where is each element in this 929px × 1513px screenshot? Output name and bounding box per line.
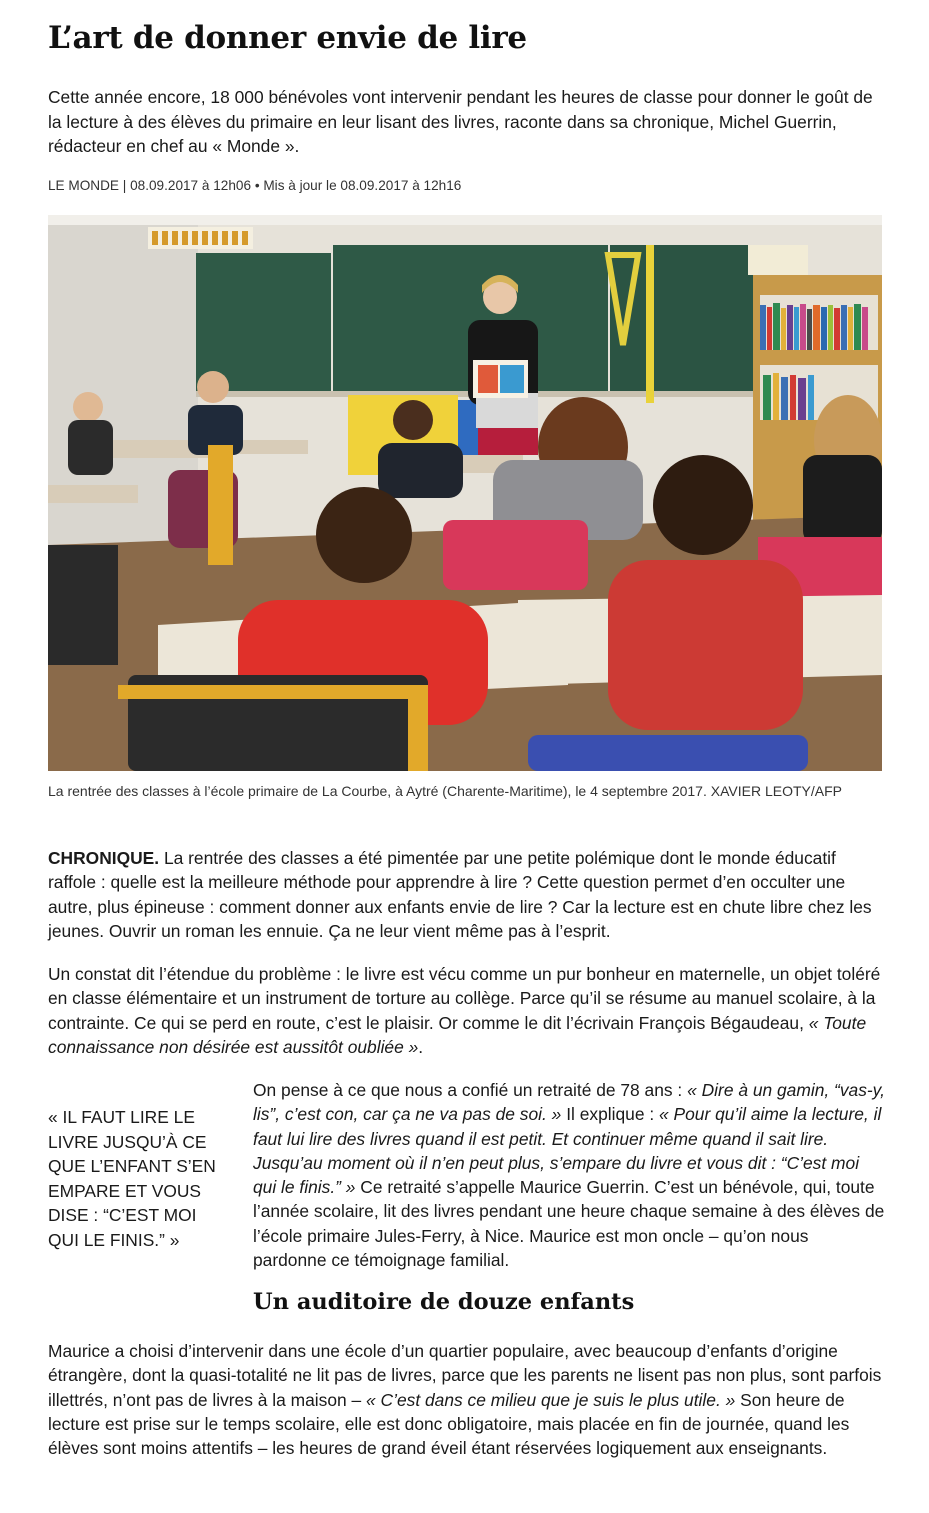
paragraph-4 (48, 1339, 884, 1460)
paragraph-3-part-a: On pense à ce que nous a confié un retraité de 78 ans : (253, 1080, 688, 1100)
classroom-photo (48, 215, 882, 771)
paragraph-3-quote-1: « Dire à un gamin, “vas-y, lis”, c’est con, car ça ne va pas de soi. » (253, 1080, 885, 1125)
paragraph-2-text: Un constat dit l’étendue du problème : le livre est vécu comme un pur bonheur en maternelle, un objet toléré en classe élémentaire et un instrument de torture au collège. Parce qu’il se résume au manuel scolaire, à la contrainte. Ce qui se perd en route, c’est le plaisir. Or comme le dit l’écrivain François Bégaudeau, (48, 964, 881, 1033)
paragraph-1 (48, 846, 884, 943)
paragraph-3-part-c: Ce retraité s’appelle Maurice Guerrin. C’est un bénévole, qui, toute l’année scolaire, lit des livres pendant une heure chaque semaine à des élèves de l’école primaire Jules-Ferry, à Nice. Maurice est mon oncle – qu’on nous pardonne ce témoignage familial. (253, 1177, 885, 1271)
section-subhead: Un auditoire de douze enfants (253, 1289, 635, 1315)
paragraph-4-quote: « C’est dans ce milieu que je suis le plus utile. » (366, 1389, 736, 1410)
paragraph-3-part-b: Il explique : (561, 1104, 659, 1125)
article-meta: LE MONDE | 08.09.2017 à 12h06 • Mis à jour le 08.09.2017 à 12h16 (48, 178, 462, 193)
paragraph-1-text: La rentrée des classes a été pimentée par une petite polémique dont le monde éducatif raffole : quelle est la meilleure méthode pour apprendre à lire ? Cette question permet d’en occulter une autre, plus épineuse : comment donner aux enfants envie de lire ? Car la lecture est en chute libre chez les jeunes. Ouvrir un roman les ennuie. Ça ne leur vient même pas à l’esprit. (48, 848, 872, 941)
paragraph-4-part-b: Son heure de lecture est prise sur le temps scolaire, elle est donc obligatoire, mais placée en fin de journée, quand les élèves sont moins attentifs – les heures de grand éveil étant réservées logiquement aux enseignants. (48, 1389, 850, 1459)
kicker-label: CHRONIQUE. (48, 848, 160, 868)
paragraph-4-part-a: Maurice a choisi d’intervenir dans une école d’un quartier populaire, avec beaucoup d’enfants d’origine étrangère, dont la quasi-totalité ne lit pas de livres, parce que les parents ne lisent pas non plus, sont parfois illettrés, n’ont pas de livres à la maison – (48, 1341, 882, 1410)
paragraph-3-quote-2: « Pour qu’il aime la lecture, il faut lui lire des livres quand il est petit. Et continuer même quand il sait lire. Jusqu’au moment où il n’en peut plus, s’empare du livre et vous dit : “C’est moi qui le finis.” » (253, 1104, 882, 1198)
paragraph-2-quote: « Toute connaissance non désirée est aussitôt oubliée » (48, 1012, 867, 1057)
pull-quote: « IL FAUT LIRE LE LIVRE JUSQU’À CE QUE L’ENFANT S’EN EMPARE ET VOUS DISE : “C’EST MOI QUI LE FINIS.” » (48, 1107, 216, 1250)
photo-caption: La rentrée des classes à l’école primaire de La Courbe, à Aytré (Charente-Maritime), le 4 septembre 2017. XAVIER LEOTY/AFP (48, 783, 842, 799)
paragraph-3 (253, 1078, 885, 1272)
article-title: L’art de donner envie de lire (48, 20, 527, 56)
article-lede: Cette année encore, 18 000 bénévoles vont intervenir pendant les heures de classe pour donner le goût de la lecture à des élèves du primaire en leur lisant des livres, raconte dans sa chronique, Michel Guerrin, rédacteur en chef au « Monde ». (48, 87, 873, 156)
paragraph-2-end: . (418, 1036, 424, 1057)
paragraph-2 (48, 962, 884, 1059)
